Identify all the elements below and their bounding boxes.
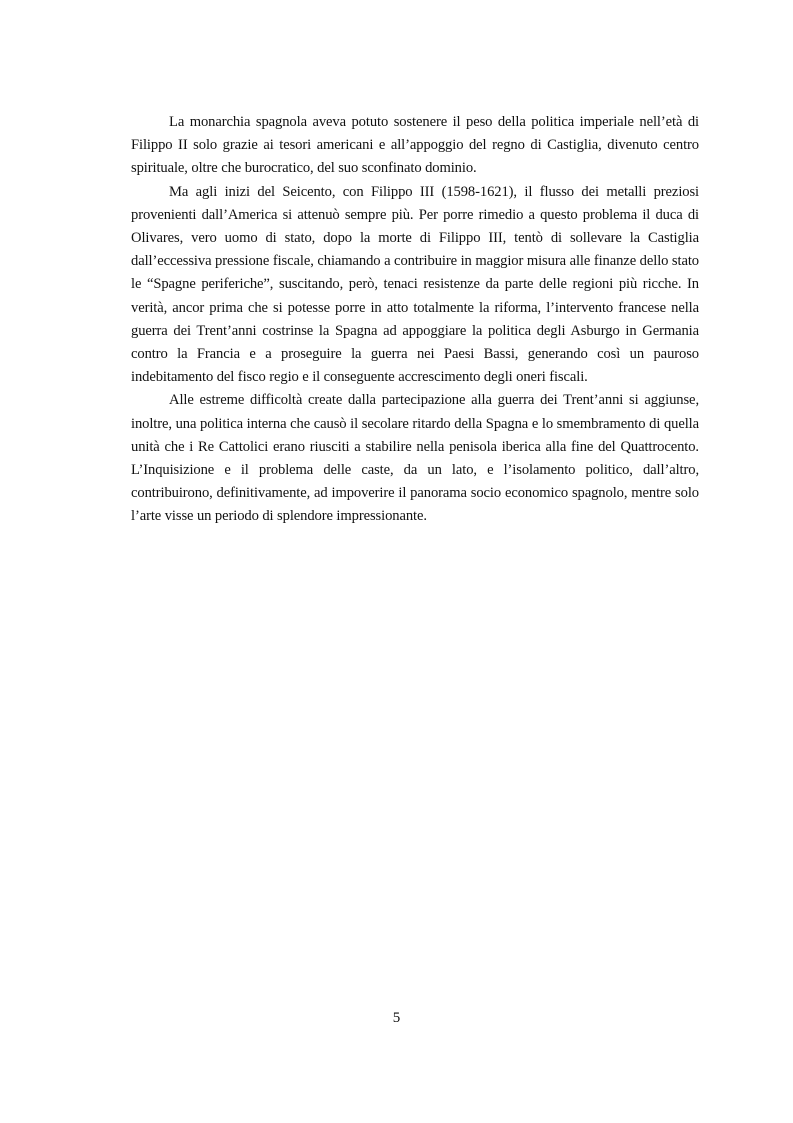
paragraph-1: La monarchia spagnola aveva potuto sostenere il peso della politica imperiale nell’età di Filippo II solo grazie ai tesori americani e all’appoggio del regno di Castiglia, divenuto centro spirituale, oltre che burocratico, del suo sconfinato dominio. xyxy=(131,114,699,177)
page-number: 5 xyxy=(392,1010,401,1026)
paragraph-2: Ma agli inizi del Seicento, con Filippo III (1598-1621), il flusso dei metalli preziosi provenienti dall’America si attenuò sempre più. Per porre rimedio a questo problema il duca di Olivares, vero uomo di stato, dopo la morte di Filippo III, tentò di sollevare la Castiglia dall’eccessiva pressione fiscale, chiamando a contribuire in maggior misura alle finanze dello stato le “Spagne periferiche”, suscitando, però, tenaci resistenze da parte delle regioni più ricche. In verità, ancor prima che si potesse porre in atto totalmente la riforma, l’intervento francese nella guerra dei Trent’anni costrinse la Spagna ad appoggiare la politica degli Asburgo in Germania contro la Francia e a proseguire la guerra nei Paesi Bassi, generando così un pauroso indebitamento del fisco regio e il conseguente accrescimento degli oneri fiscali. xyxy=(131,183,699,386)
paragraph-3: Alle estreme difficoltà create dalla partecipazione alla guerra dei Trent’anni si aggiunse, inoltre, una politica interna che causò il secolare ritardo della Spagna e lo smembramento di quella unità che i Re Cattolici erano riusciti a stabilire nella penisola iberica alla fine del Quattrocento. L’Inquisizione e il problema delle caste, da un lato, e l’isolamento politico, dall’altro, contribuirono, definitivamente, ad impoverire il panorama socio economico spagnolo, mentre solo l’arte visse un periodo di splendore impressionante. xyxy=(131,392,699,525)
document-body xyxy=(131,111,699,529)
